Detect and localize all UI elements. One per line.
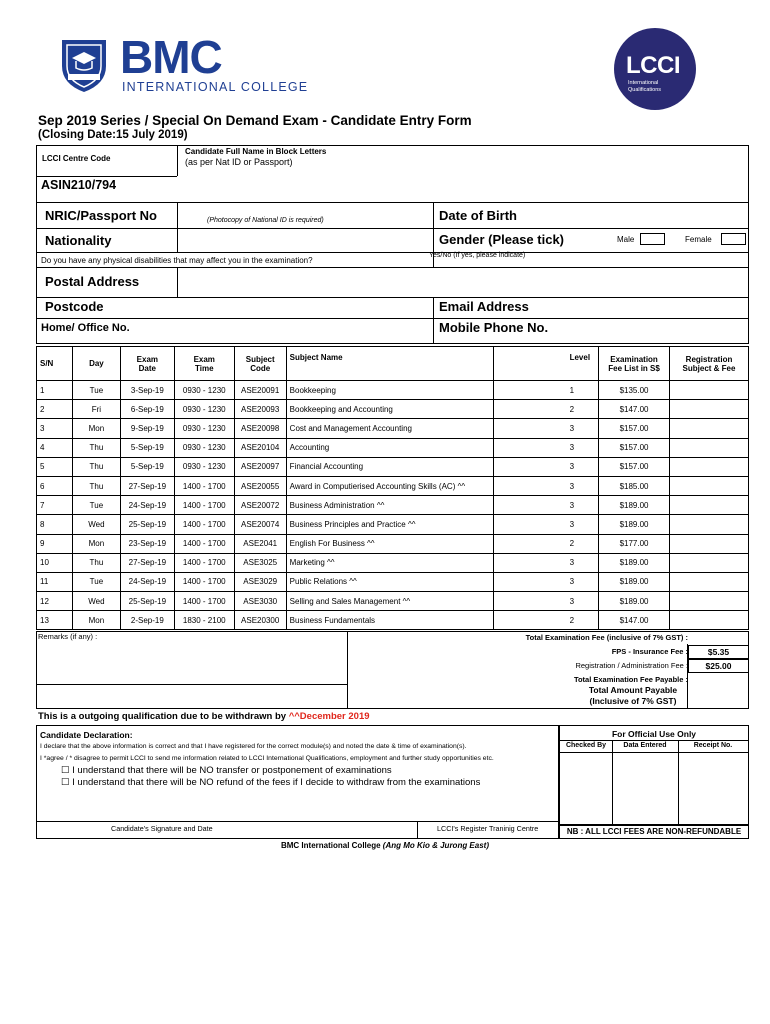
subjects-table [36,346,749,630]
exam-fee-cell: $147.00 [599,400,670,419]
subject-code-cell: ASE2041 [234,534,286,553]
subject-name-cell: Public Relations ^^ [286,572,494,591]
closing-date: (Closing Date:15 July 2019) [38,129,188,141]
day-cell: Thu [72,553,120,572]
email-field[interactable] [577,299,745,316]
level-cell: 3 [494,572,599,591]
official-use-title: For Official Use Only [611,729,697,739]
table-row [37,381,749,400]
full-name-field[interactable] [185,160,740,174]
exam-time-cell: 0930 - 1230 [174,419,234,438]
signature-label: Candidate's Signature and Date [111,824,213,833]
day-cell: Fri [72,400,120,419]
registration-cell[interactable] [670,457,749,476]
full-name-sublabel: (as per Nat ID or Passport) [185,157,293,167]
level-cell: 3 [494,553,599,572]
header-registration: Registration Subject & Fee [670,347,749,381]
exam-fee-cell: $189.00 [599,515,670,534]
registration-cell[interactable] [670,553,749,572]
level-cell: 3 [494,496,599,515]
total-amount-sublabel: (Inclusive of 7% GST) [589,696,677,706]
registration-fee-value: $25.00 [688,659,749,673]
exam-time-cell: 1400 - 1700 [174,496,234,515]
exam-date-cell: 27-Sep-19 [120,476,174,495]
subject-code-cell: ASE20072 [234,496,286,515]
subject-code-cell: ASE3030 [234,592,286,611]
sn-cell: 12 [37,592,73,611]
postal-address-field[interactable] [179,269,745,295]
subject-code-cell: ASE20300 [234,611,286,630]
day-cell: Thu [72,457,120,476]
sn-cell: 6 [37,476,73,495]
header-exam-time: Exam Time [174,347,234,381]
table-row [37,534,749,553]
declaration-line-1: I declare that the above information is correct and that I have registered for the correct module(s) and noted the date & time of examination(s). [40,743,467,750]
full-name-label: Candidate Full Name in Block Letters [185,147,327,156]
home-office-label: Home/ Office No. [41,322,130,334]
exam-time-cell: 1400 - 1700 [174,572,234,591]
sn-cell: 2 [37,400,73,419]
declaration-point-2[interactable]: ☐ I understand that there will be NO refund of the fees if I decide to withdraw from the examinations [61,777,481,788]
subject-name-cell: Cost and Management Accounting [286,419,494,438]
exam-fee-cell: $189.00 [599,553,670,572]
sn-cell: 8 [37,515,73,534]
exam-date-cell: 24-Sep-19 [120,572,174,591]
mobile-label: Mobile Phone No. [439,320,549,335]
exam-time-cell: 1400 - 1700 [174,553,234,572]
day-cell: Thu [72,476,120,495]
declaration-box [36,725,559,839]
centre-code-value: ASIN210/794 [41,178,117,192]
nric-label: NRIC/Passport No [45,208,157,223]
disability-question: Do you have any physical disabilities that may affect you in the examination? [41,256,313,265]
subject-name-cell: Marketing ^^ [286,553,494,572]
exam-time-cell: 0930 - 1230 [174,400,234,419]
subject-name-cell: Bookkeeping and Accounting [286,400,494,419]
postcode-field[interactable] [179,299,431,316]
dob-label: Date of Birth [439,208,517,223]
exam-time-cell: 1400 - 1700 [174,534,234,553]
declaration-title: Candidate Declaration: [40,730,133,740]
sn-cell: 1 [37,381,73,400]
exam-time-cell: 1830 - 2100 [174,611,234,630]
exam-date-cell: 3-Sep-19 [120,381,174,400]
fps-value: $5.35 [688,645,749,659]
registration-cell[interactable] [670,476,749,495]
registration-fee-label: Registration / Administration Fee : [575,661,688,670]
day-cell: Tue [72,496,120,515]
exam-time-cell: 0930 - 1230 [174,438,234,457]
level-cell: 2 [494,400,599,419]
dob-field[interactable] [617,204,745,226]
bmc-shield-logo [58,36,110,94]
level-cell: 3 [494,476,599,495]
total-exam-payable-label: Total Examination Fee Payable : [573,675,688,684]
subject-code-cell: ASE20104 [234,438,286,457]
subject-code-cell: ASE20074 [234,515,286,534]
subject-name-cell: Selling and Sales Management ^^ [286,592,494,611]
exam-fee-cell: $157.00 [599,457,670,476]
checkbox-icon: ☐ [61,777,73,788]
sn-cell: 11 [37,572,73,591]
exam-fee-cell: $157.00 [599,438,670,457]
header-exam-fee: Examination Fee List in S$ [599,347,670,381]
nationality-label: Nationality [45,233,112,248]
bmc-logo-subtitle: INTERNATIONAL COLLEGE [122,80,309,94]
sn-cell: 4 [37,438,73,457]
female-checkbox[interactable] [721,233,746,245]
subject-code-cell: ASE20098 [234,419,286,438]
subject-name-cell: Business Administration ^^ [286,496,494,515]
day-cell: Mon [72,419,120,438]
level-cell: 3 [494,419,599,438]
fps-label: FPS - Insurance Fee : [611,647,688,656]
subject-name-cell: Business Principles and Practice ^^ [286,515,494,534]
mobile-field[interactable] [577,320,745,340]
table-row [37,592,749,611]
subject-code-cell: ASE20091 [234,381,286,400]
table-row [37,457,749,476]
table-row [37,438,749,457]
exam-date-cell: 5-Sep-19 [120,438,174,457]
exam-date-cell: 25-Sep-19 [120,592,174,611]
postcode-label: Postcode [45,299,104,314]
declaration-line-2: I *agree / * disagree to permit LCCI to send me information related to LCCI International Qualifications, employment and further study opportunities etc. [40,755,494,762]
registration-cell[interactable] [670,592,749,611]
footer [0,841,770,850]
exam-fee-cell: $177.00 [599,534,670,553]
table-row [37,476,749,495]
subject-name-cell: Accounting [286,438,494,457]
male-label: Male [617,235,635,244]
registration-cell[interactable] [670,534,749,553]
withdrawal-notice: This is a outgoing qualification due to be withdrawn by ^^December 2019 [38,711,370,722]
level-cell: 3 [494,457,599,476]
table-row [37,419,749,438]
subject-code-cell: ASE20097 [234,457,286,476]
email-label: Email Address [439,299,529,314]
male-checkbox[interactable] [640,233,665,245]
nationality-field[interactable] [179,230,431,250]
centre-code-label: LCCI Centre Code [42,154,111,163]
subject-code-cell: ASE20055 [234,476,286,495]
exam-time-cell: 0930 - 1230 [174,381,234,400]
withdrawal-date: ^^December 2019 [288,711,370,722]
level-cell: 2 [494,534,599,553]
gender-label: Gender (Please tick) [439,232,564,247]
level-cell: 1 [494,381,599,400]
level-cell: 2 [494,611,599,630]
subject-code-cell: ASE3025 [234,553,286,572]
subject-name-cell: English For Business ^^ [286,534,494,553]
registration-cell[interactable] [670,381,749,400]
subject-code-cell: ASE20093 [234,400,286,419]
data-entered-label: Data Entered [623,742,667,749]
footer-name: BMC International College [280,841,383,850]
remarks-field[interactable] [36,631,348,709]
subject-name-cell: Business Fundamentals [286,611,494,630]
exam-fee-cell: $185.00 [599,476,670,495]
exam-fee-cell: $189.00 [599,572,670,591]
subject-name-cell: Bookkeeping [286,381,494,400]
day-cell: Mon [72,534,120,553]
registration-cell[interactable] [670,611,749,630]
table-row [37,400,749,419]
table-row [37,496,749,515]
header-sn: S/N [37,347,73,381]
day-cell: Wed [72,515,120,534]
home-office-field[interactable] [179,320,431,340]
exam-date-cell: 6-Sep-19 [120,400,174,419]
subject-code-cell: ASE3029 [234,572,286,591]
remarks-label: Remarks (if any) : [38,632,98,641]
total-amount-label: Total Amount Payable [588,685,678,695]
exam-date-cell: 25-Sep-19 [120,515,174,534]
exam-date-cell: 27-Sep-19 [120,553,174,572]
sn-cell: 9 [37,534,73,553]
disability-answer[interactable]: Yes/No (If yes, please indicate) [429,252,526,259]
day-cell: Thu [72,438,120,457]
header-subject-code: Subject Code [234,347,286,381]
header-level: Level [494,347,599,381]
registration-cell[interactable] [670,496,749,515]
candidate-info-table [36,145,749,344]
exam-date-cell: 23-Sep-19 [120,534,174,553]
exam-time-cell: 1400 - 1700 [174,476,234,495]
sn-cell: 13 [37,611,73,630]
fees-box [348,631,749,709]
table-row [37,553,749,572]
nric-note: (Photocopy of National ID is required) [207,217,324,224]
level-cell: 3 [494,592,599,611]
registration-cell[interactable] [670,400,749,419]
exam-time-cell: 1400 - 1700 [174,515,234,534]
header-subject-name: Subject Name [286,347,494,381]
sn-cell: 5 [37,457,73,476]
checkbox-icon: ☐ [61,765,73,776]
day-cell: Mon [72,611,120,630]
lcci-logo-text: LCCI [626,52,680,79]
day-cell: Tue [72,572,120,591]
lcci-logo [614,28,696,110]
declaration-point-1[interactable]: ☐ I understand that there will be NO transfer or postponement of examinations [61,765,392,776]
exam-date-cell: 24-Sep-19 [120,496,174,515]
exam-fee-cell: $189.00 [599,592,670,611]
exam-fee-cell: $147.00 [599,611,670,630]
registration-cell[interactable] [670,515,749,534]
header-exam-date: Exam Date [120,347,174,381]
subjects-header-row [37,347,749,381]
lcci-logo-tagline: International Qualifications [628,80,662,93]
exam-time-cell: 1400 - 1700 [174,592,234,611]
exam-time-cell: 0930 - 1230 [174,457,234,476]
registration-cell[interactable] [670,419,749,438]
exam-date-cell: 2-Sep-19 [120,611,174,630]
sn-cell: 10 [37,553,73,572]
subject-name-cell: Financial Accounting [286,457,494,476]
postal-address-label: Postal Address [45,274,140,289]
non-refundable-notice: NB : ALL LCCI FEES ARE NON-REFUNDABLE [559,825,749,839]
exam-fee-cell: $189.00 [599,496,670,515]
sn-cell: 3 [37,419,73,438]
registration-cell[interactable] [670,572,749,591]
exam-fee-cell: $135.00 [599,381,670,400]
subject-name-cell: Award in Computierised Accounting Skills (AC) ^^ [286,476,494,495]
official-use-box [559,725,749,825]
table-row [37,515,749,534]
registrar-label: LCCI's Register Traninig Centre [437,824,539,833]
total-exam-fee-label: Total Examination Fee (inclusive of 7% GST) : [525,633,688,642]
checked-by-label: Checked By [565,742,607,749]
header-day: Day [72,347,120,381]
exam-fee-cell: $157.00 [599,419,670,438]
table-row [37,611,749,630]
exam-date-cell: 9-Sep-19 [120,419,174,438]
receipt-no-label: Receipt No. [693,742,733,749]
table-row [37,572,749,591]
form-title: Sep 2019 Series / Special On Demand Exam - Candidate Entry Form [38,113,472,128]
exam-date-cell: 5-Sep-19 [120,457,174,476]
day-cell: Tue [72,381,120,400]
registration-cell[interactable] [670,438,749,457]
female-label: Female [685,235,712,244]
bmc-logo-text: BMC [120,31,222,83]
sn-cell: 7 [37,496,73,515]
day-cell: Wed [72,592,120,611]
level-cell: 3 [494,438,599,457]
level-cell: 3 [494,515,599,534]
footer-locations: (Ang Mo Kio & Jurong East) [382,841,489,850]
